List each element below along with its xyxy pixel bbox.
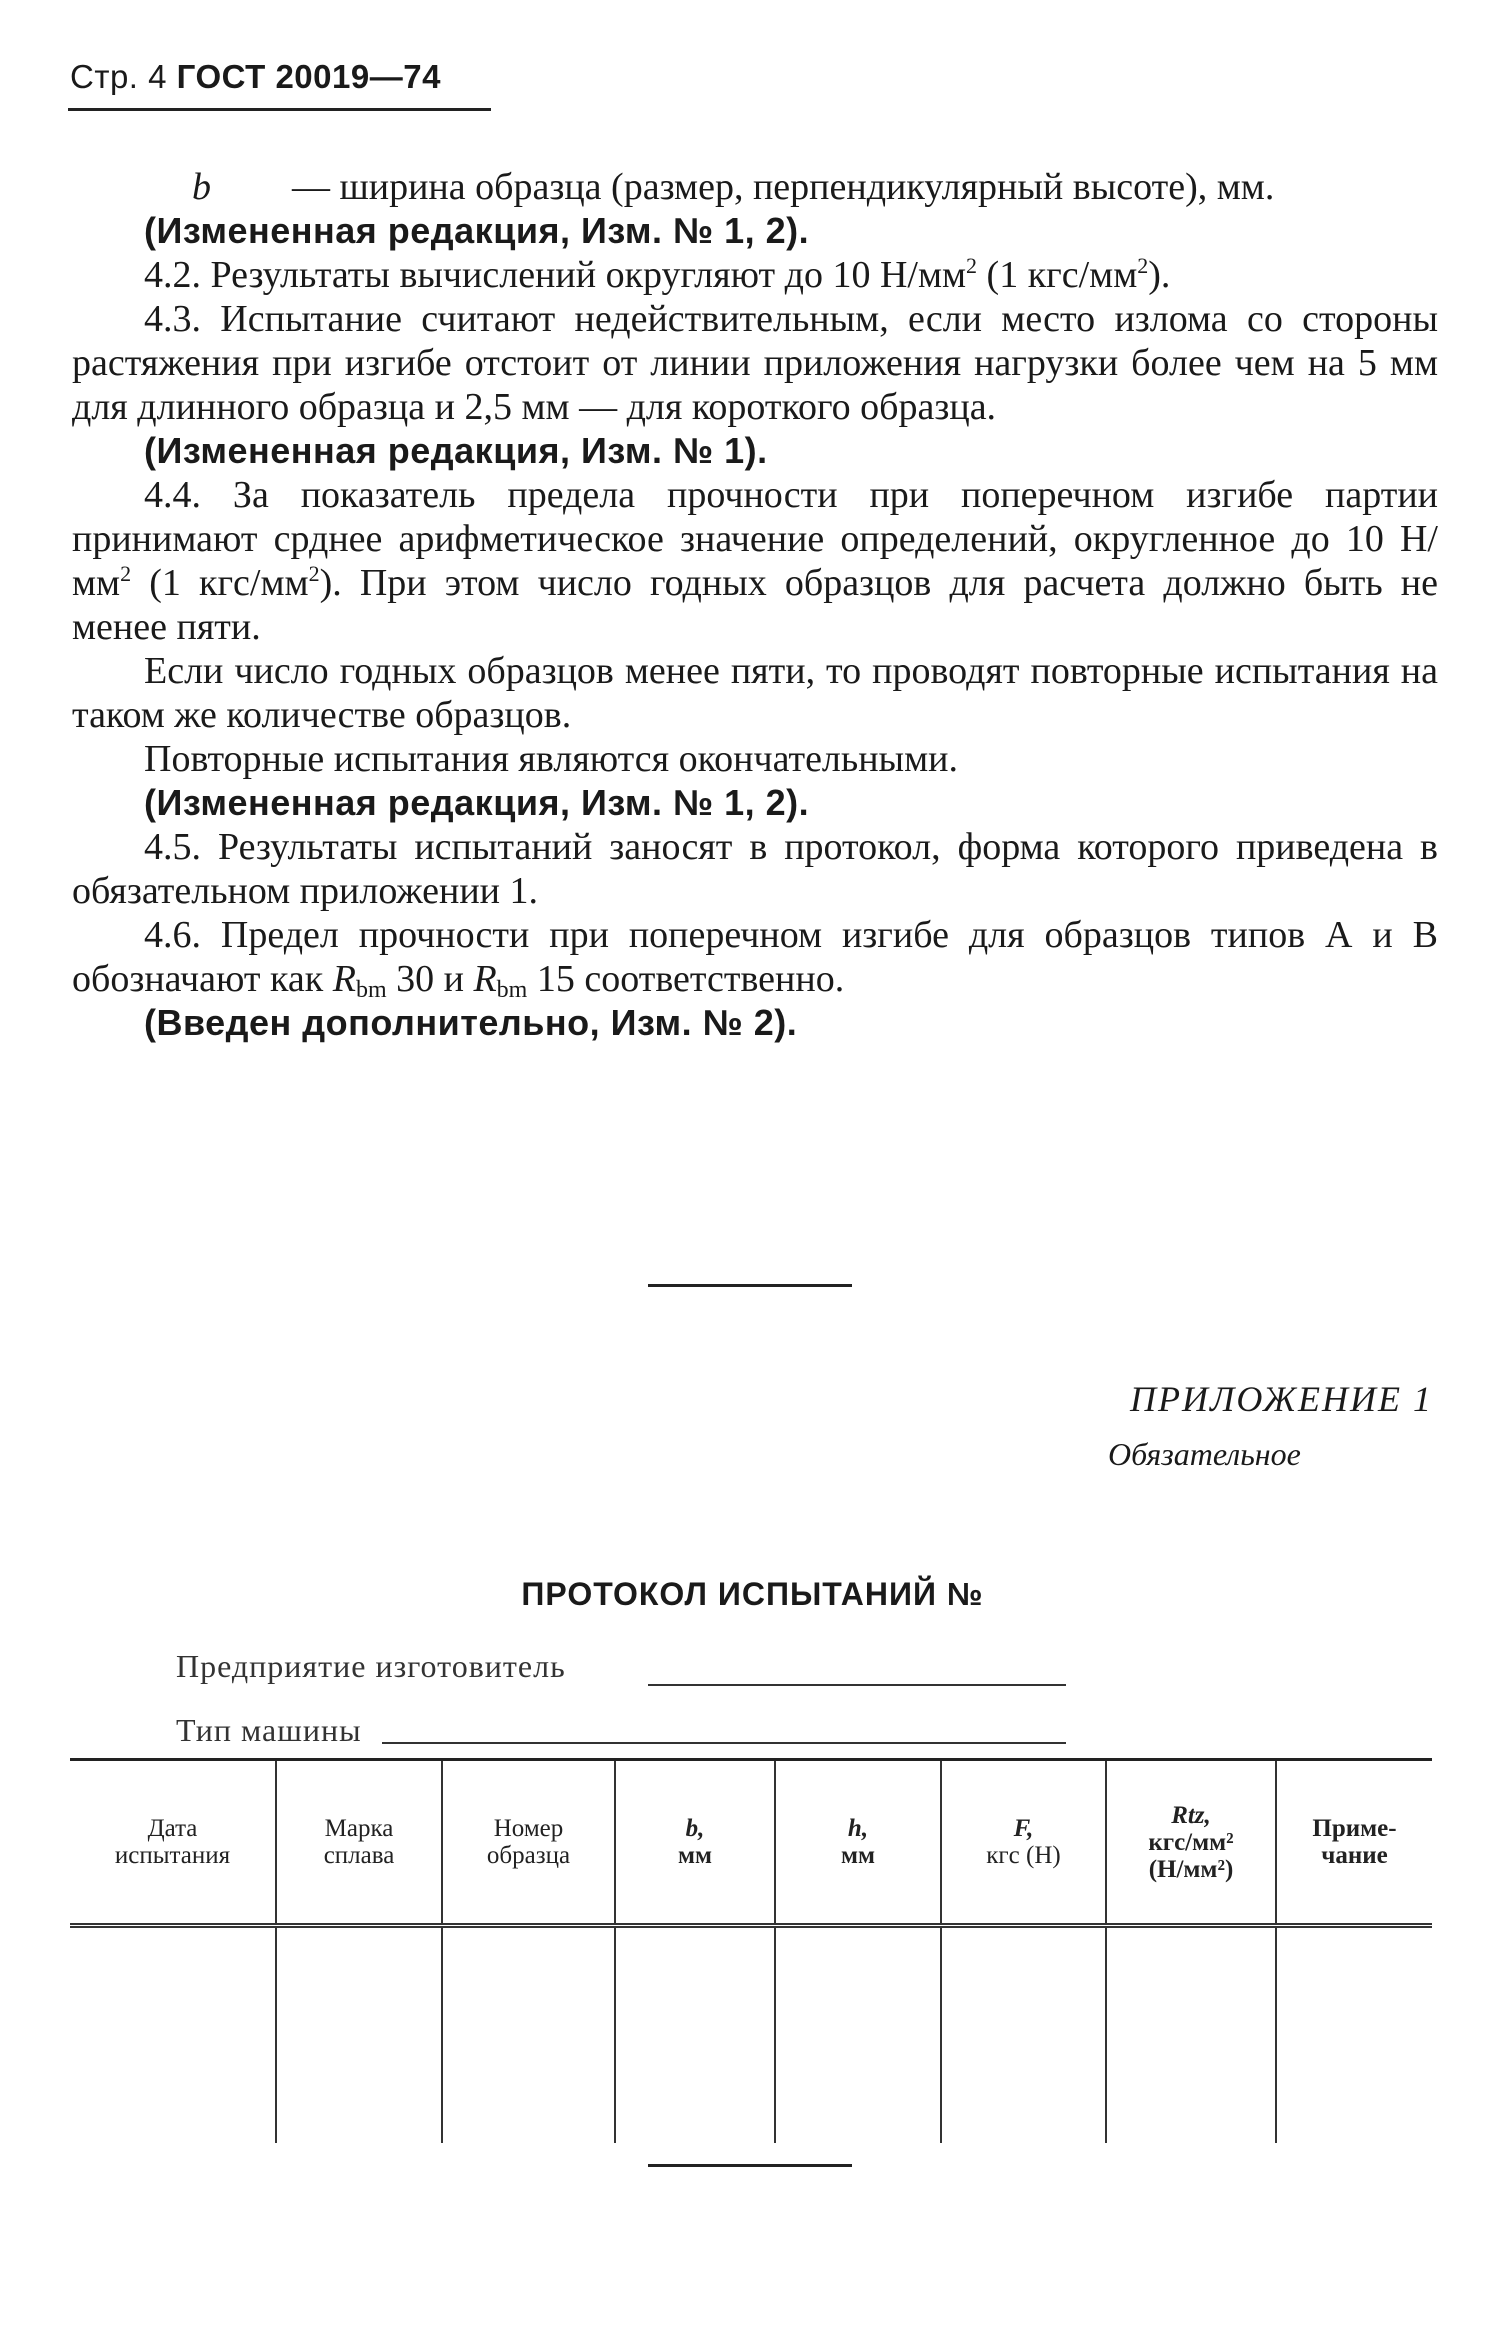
paragraph-4-4-final: Повторные испытания являются окончательными. xyxy=(144,738,958,780)
paragraph-4-5: 4.5. Результаты испытаний заносят в протокол, форма которого приведена в обязательном приложении 1. xyxy=(72,826,1438,912)
protocol-table xyxy=(70,1758,1432,2143)
edit-note: (Измененная редакция, Изм. № 1). xyxy=(144,430,768,471)
paragraph-4-6: 4.6. Предел прочности при поперечном изгибе для образцов типов А и В обозначают как $R_{bm}$ 30 и $R_{bm}$ 15 соответственно. xyxy=(72,914,1438,1003)
field-machine-line xyxy=(382,1742,1066,1744)
appendix-label: ПРИЛОЖЕНИЕ 1 xyxy=(1130,1379,1433,1419)
document-body xyxy=(72,165,1438,1045)
table-cell xyxy=(442,1926,615,2144)
field-machine-label: Тип машины xyxy=(176,1712,362,1748)
page-header xyxy=(70,58,441,96)
paragraph-4-2: 4.2. Результаты вычислений округляют до 10 $Н/мм^2$ (1 кгс/$мм^2$). xyxy=(144,253,1171,296)
column-header-rtz: Rtz, кгс/мм² (Н/мм²) xyxy=(1106,1760,1276,1926)
column-header-alloy-grade: Марка сплава xyxy=(276,1760,442,1926)
table-cell xyxy=(70,1926,276,2144)
table-row xyxy=(70,1926,1432,2144)
column-header-b: b, мм xyxy=(615,1760,775,1926)
header-rule xyxy=(68,108,491,111)
table-header-row xyxy=(70,1760,1432,1926)
standard-id: ГОСТ 20019—74 xyxy=(176,58,441,95)
column-header-f: F, кгс (Н) xyxy=(941,1760,1106,1926)
edit-note: (Измененная редакция, Изм. № 1, 2). xyxy=(144,210,810,251)
definition-b xyxy=(72,165,1438,209)
column-header-note: Приме- чание xyxy=(1276,1760,1432,1926)
column-header-h: h, мм xyxy=(775,1760,941,1926)
table-cell xyxy=(775,1926,941,2144)
field-manufacturer-label: Предприятие изготовитель xyxy=(176,1648,566,1684)
protocol-title: ПРОТОКОЛ ИСПЫТАНИЙ № xyxy=(521,1576,984,1612)
end-divider xyxy=(648,2164,852,2167)
definition-symbol: b xyxy=(192,166,211,208)
definition-text: — ширина образца (размер, перпендикулярный высоте), мм. xyxy=(292,166,1275,208)
table-cell xyxy=(941,1926,1106,2144)
table-cell xyxy=(1276,1926,1432,2144)
table-cell xyxy=(276,1926,442,2144)
paragraph-4-4: 4.4. За показатель предела прочности при поперечном изгибе партии принимают срднее арифметическое значение определений, округленное до 10 $Н/мм^2$ (1 кгс/$мм^2$). При этом число годных образцов для расчета должно быть не менее пяти. xyxy=(72,474,1438,648)
paragraph-4-3: 4.3. Испытание считают недействительным, если место излома со стороны растяжения при изгибе отстоит от линии приложения нагрузки более чем на 5 мм для длинного образца и 2,5 мм — для короткого образца. xyxy=(72,298,1438,428)
section-divider xyxy=(648,1284,852,1287)
column-header-sample-number: Номер образца xyxy=(442,1760,615,1926)
added-note: (Введен дополнительно, Изм. № 2). xyxy=(144,1002,798,1043)
page-number: Стр. 4 xyxy=(70,58,167,95)
column-header-date: Дата испытания xyxy=(70,1760,276,1926)
field-manufacturer-line xyxy=(648,1684,1066,1686)
table-cell xyxy=(1106,1926,1276,2144)
appendix-sublabel: Обязательное xyxy=(1108,1436,1301,1472)
table-cell xyxy=(615,1926,775,2144)
paragraph-4-4-retest: Если число годных образцов менее пяти, то проводят повторные испытания на таком же количестве образцов. xyxy=(72,650,1438,736)
edit-note: (Измененная редакция, Изм. № 1, 2). xyxy=(144,782,810,823)
